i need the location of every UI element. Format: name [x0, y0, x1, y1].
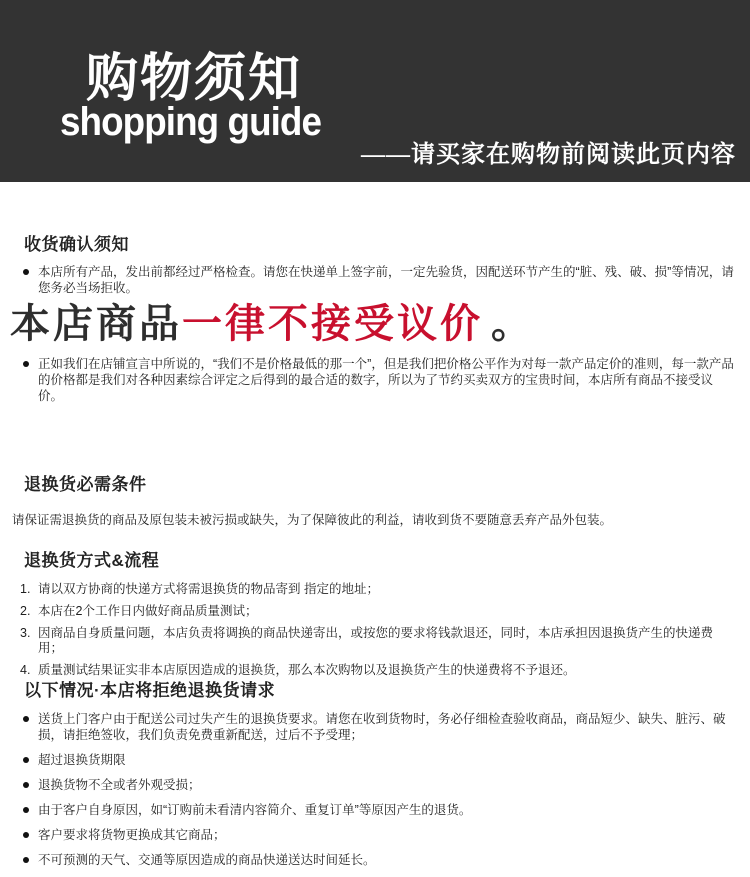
header-banner — [0, 0, 750, 182]
list-item: 超过退换货期限 — [20, 752, 736, 768]
list-item: 因商品自身质量问题，本店负责将调换的商品快递寄出，或按您的要求将钱款退还，同时，本店承担因退换货产生的快递费用； — [38, 626, 714, 655]
no-bargain-title-prefix: 本店商品 — [10, 302, 182, 346]
section-heading: 退换货必需条件 — [24, 475, 147, 494]
no-bargain-title-suffix: 。 — [491, 302, 534, 346]
section-heading: 收货确认须知 — [24, 235, 129, 254]
list-item: 请以双方协商的快递方式将需退换货的物品寄到 指定的地址； — [38, 582, 379, 596]
list-item: 送货上门客户由于配送公司过失产生的退换货要求。请您在收到货物时，务必仔细检查验收商品，商品短少、缺失、脏污、破损，请拒绝签收，我们负责免费重新配送，过后不予受理； — [20, 711, 736, 743]
page-title-chinese: 购物须知 — [86, 51, 303, 108]
section-refusal-cases — [0, 676, 750, 877]
list-item: 由于客户自身原因，如“订购前未看清内容简介、重复订单”等原因产生的退货。 — [20, 802, 736, 818]
list-item: 本店在2个工作日内做好商品质量测试； — [38, 604, 258, 618]
section-receipt-confirmation — [0, 230, 750, 302]
no-bargain-title — [10, 302, 750, 346]
list-item: 退换货物不全或者外观受损； — [20, 777, 736, 793]
list-item: 质量测试结果证实非本店原因造成的退换货，那么本次购物以及退换货产生的快递费将不予退还。 — [38, 663, 576, 677]
section-heading: 以下情况·本店将拒绝退换货请求 — [24, 681, 276, 700]
section-heading: 退换货方式&流程 — [24, 551, 160, 570]
list-item: 本店所有产品，发出前都经过严格检查。请您在快递单上签字前，一定先验货，因配送环节产生的“脏、残、破、损”等情况，请您务必当场拒收。 — [20, 264, 736, 296]
return-process-list — [20, 582, 736, 678]
list-item: 客户要求将货物更换成其它商品； — [20, 827, 736, 843]
no-bargain-title-highlight: 一律不接受议价 — [182, 302, 483, 346]
return-conditions-text: 请保证需退换货的商品及原包装未被污损或缺失，为了保障彼此的利益，请收到货不要随意丢弃产品外包装。 — [12, 513, 613, 527]
list-item: 不可预测的天气、交通等原因造成的商品快递送达时间延长。 — [20, 852, 736, 868]
section-no-bargain — [0, 302, 750, 410]
no-bargain-bullet-list — [20, 356, 736, 404]
header-tagline: ——请买家在购物前阅读此页内容 — [361, 142, 736, 168]
receipt-bullet-list — [20, 264, 736, 296]
list-item: 正如我们在店铺宣言中所说的，“我们不是价格最低的那一个”，但是我们把价格公平作为对每一款产品定价的准则，每一款产品的价格都是我们对各种因素综合评定之后得到的最合适的数字，所以为了节约买卖双方的宝贵时间，本店所有商品不接受议价。 — [20, 356, 736, 404]
section-return-process — [0, 546, 750, 685]
refusal-bullet-list — [20, 711, 736, 868]
section-return-conditions — [0, 470, 750, 528]
page-title-english: shopping guide — [60, 100, 322, 144]
